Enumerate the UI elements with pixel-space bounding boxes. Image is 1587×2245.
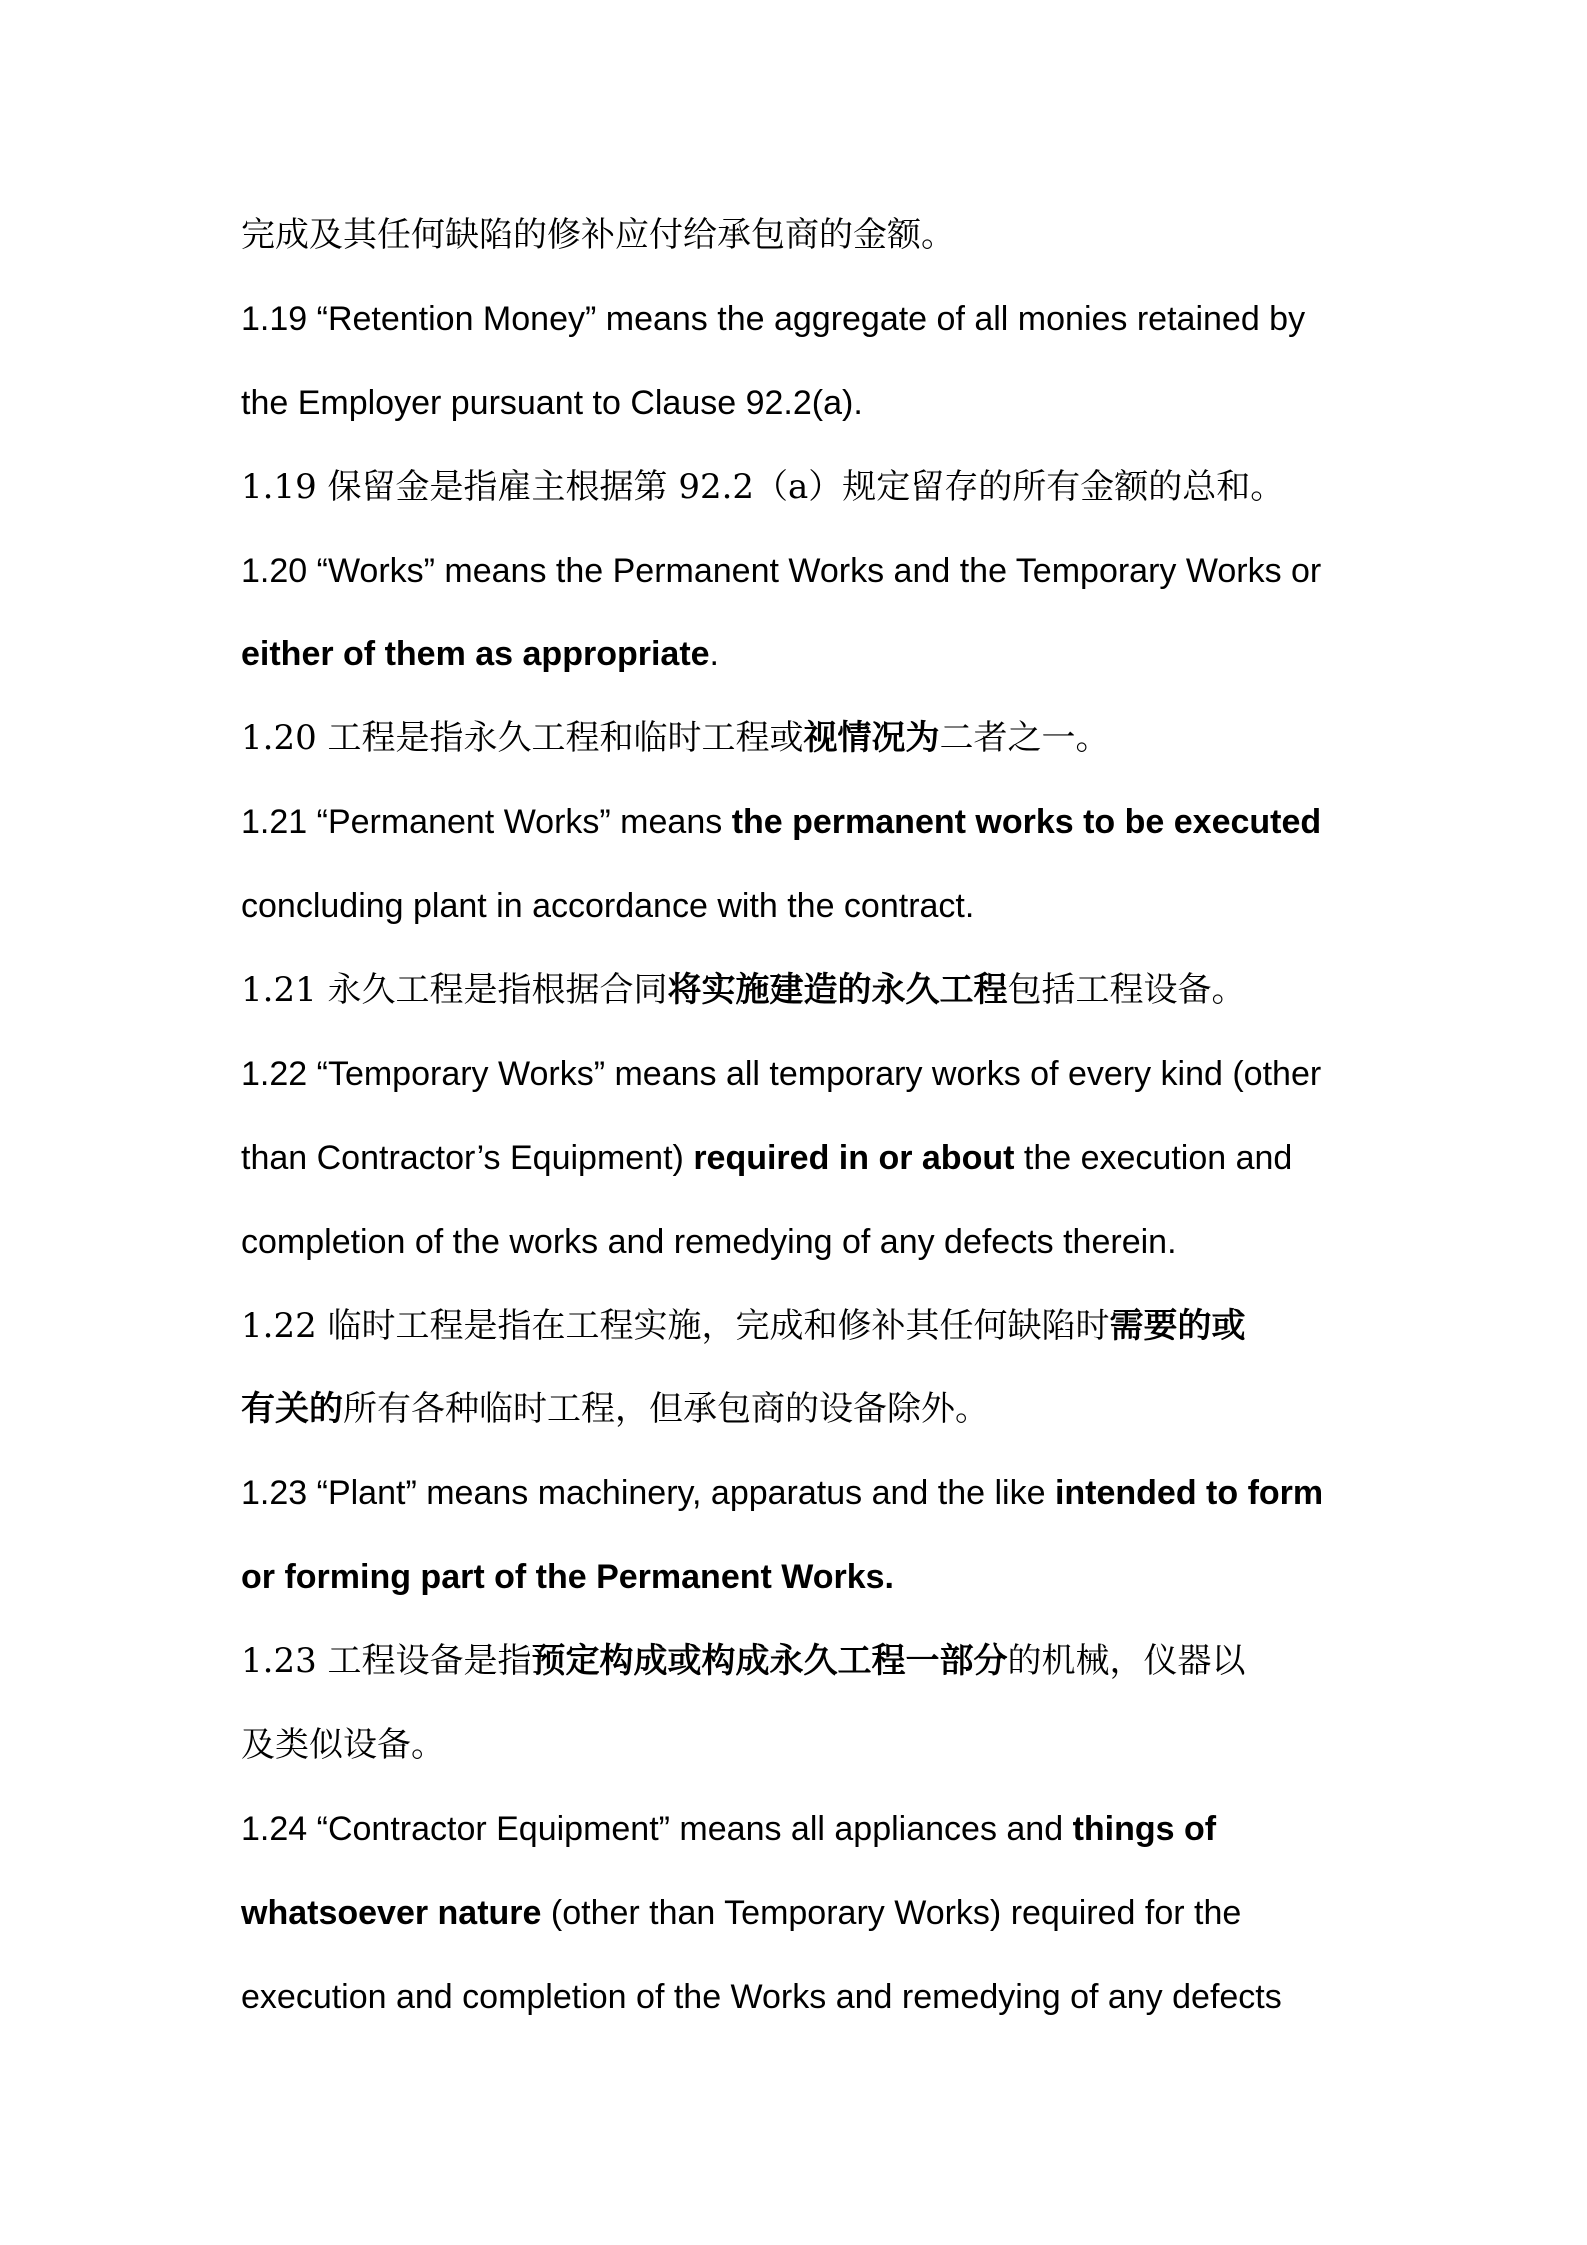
text-segment: 包括工程设备。 bbox=[1007, 970, 1246, 1011]
document-body bbox=[241, 193, 1371, 2039]
document-line bbox=[241, 1367, 1371, 1451]
document-line bbox=[241, 1871, 1371, 1955]
document-line bbox=[241, 696, 1371, 780]
bold-text-segment: whatsoever nature bbox=[241, 1893, 542, 1932]
document-line bbox=[241, 1535, 1371, 1619]
text-segment: 1.22 “Temporary Works” means all temporary works of every kind (other bbox=[241, 1054, 1322, 1093]
document-line bbox=[241, 193, 1371, 277]
document-line bbox=[241, 1284, 1371, 1368]
text-segment: 所有各种临时工程，但承包商的设备除外。 bbox=[343, 1389, 989, 1430]
bold-text-segment: 视情况为 bbox=[803, 718, 940, 759]
text-segment: 1.22 临时工程是指在工程实施，完成和修补其任何缺陷时 bbox=[241, 1305, 1110, 1346]
document-line bbox=[241, 1451, 1371, 1535]
text-segment: than Contractor’s Equipment) bbox=[241, 1138, 694, 1177]
document-line bbox=[241, 864, 1371, 948]
text-segment: execution and completion of the Works and remedying of any defects bbox=[241, 1977, 1282, 2016]
text-segment: completion of the works and remedying of any defects therein. bbox=[241, 1222, 1177, 1261]
bold-text-segment: 有关的 bbox=[241, 1389, 343, 1430]
bold-text-segment: either of them as appropriate bbox=[241, 635, 710, 674]
document-line bbox=[241, 1032, 1371, 1116]
bold-text-segment: or forming part of the Permanent Works. bbox=[241, 1558, 895, 1597]
text-segment: 1.20 “Works” means the Permanent Works and the Temporary Works or bbox=[241, 551, 1322, 590]
document-line bbox=[241, 1116, 1371, 1200]
bold-text-segment: 需要的或 bbox=[1109, 1305, 1246, 1346]
document-line bbox=[241, 1619, 1371, 1703]
document-line bbox=[241, 612, 1371, 696]
text-segment: 1.23 工程设备是指 bbox=[241, 1641, 532, 1682]
bold-text-segment: 预定构成或构成永久工程一部分 bbox=[531, 1641, 1008, 1682]
document-line bbox=[241, 1787, 1371, 1871]
text-segment: 1.19 “Retention Money” means the aggregate of all monies retained by bbox=[241, 299, 1306, 338]
bold-text-segment: intended to form bbox=[1054, 1474, 1324, 1513]
document-line bbox=[241, 948, 1371, 1032]
document-line bbox=[241, 1955, 1371, 2039]
text-segment: 1.21 “Permanent Works” means bbox=[241, 803, 732, 842]
bold-text-segment: things of bbox=[1072, 1809, 1217, 1848]
text-segment: 二者之一。 bbox=[939, 718, 1110, 759]
document-line bbox=[241, 529, 1371, 613]
text-segment: . bbox=[709, 635, 719, 674]
text-segment: 的机械，仪器以 bbox=[1007, 1641, 1246, 1682]
text-segment: 1.24 “Contractor Equipment” means all appliances and bbox=[241, 1809, 1073, 1848]
document-line bbox=[241, 1703, 1371, 1787]
text-segment: concluding plant in accordance with the contract. bbox=[241, 887, 975, 926]
document-line bbox=[241, 361, 1371, 445]
text-segment: 完成及其任何缺陷的修补应付给承包商的金额。 bbox=[241, 215, 955, 255]
text-segment: (other than Temporary Works) required for the bbox=[541, 1893, 1242, 1932]
bold-text-segment: 将实施建造的永久工程 bbox=[667, 970, 1008, 1011]
text-segment: 1.21 永久工程是指根据合同 bbox=[241, 970, 668, 1011]
document-line bbox=[241, 445, 1371, 529]
document-line bbox=[241, 1200, 1371, 1284]
text-segment: the execution and bbox=[1014, 1138, 1293, 1177]
document-line bbox=[241, 277, 1371, 361]
text-segment: the Employer pursuant to Clause 92.2(a). bbox=[241, 383, 863, 422]
text-segment: 1.20 工程是指永久工程和临时工程或 bbox=[241, 718, 804, 759]
document-line bbox=[241, 780, 1371, 864]
text-segment: 及类似设备。 bbox=[241, 1725, 445, 1766]
bold-text-segment: required in or about bbox=[693, 1138, 1015, 1177]
text-segment: 1.23 “Plant” means machinery, apparatus and the like bbox=[241, 1474, 1055, 1513]
text-segment: 1.19 保留金是指雇主根据第 92.2（a）规定留存的所有金额的总和。 bbox=[241, 466, 1285, 507]
bold-text-segment: the permanent works to be executed bbox=[731, 803, 1322, 842]
